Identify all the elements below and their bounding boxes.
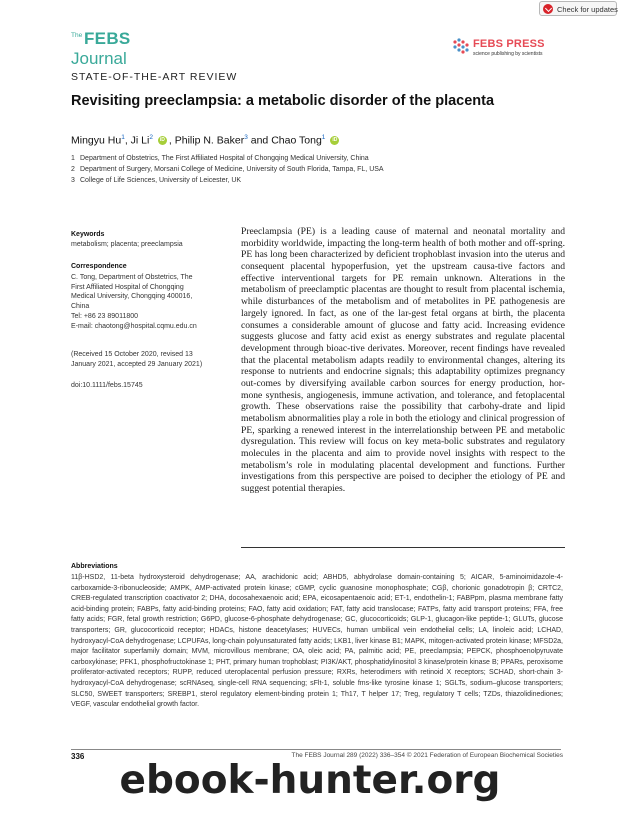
author-name[interactable]: Mingyu Hu xyxy=(71,134,122,147)
author-affil-ref[interactable]: 1 xyxy=(121,134,125,141)
abstract-divider xyxy=(241,547,565,548)
author-name[interactable]: Ji Li xyxy=(130,134,150,147)
received-line: (Received 15 October 2020, revised 13 xyxy=(71,351,193,358)
correspondence-line: Medical University, Chongqing 400016, xyxy=(71,293,193,301)
correspondence-block xyxy=(71,273,197,331)
author-name[interactable]: Philip N. Baker xyxy=(174,134,245,147)
correspondence-line: China xyxy=(71,303,90,311)
febs-press-logo xyxy=(451,37,561,67)
article-title: Revisiting preeclampsia: a metabolic disorder of the placenta xyxy=(71,93,495,109)
abstract: Preeclampsia (PE) is a leading cause of maternal and neonatal mortality and morbidity worldwide, impacting the long-term health of both mother and off-spring. PE has long been characterized by deficient trophoblast invasion into the uterus and consequent placental hypoperfusion, yet the upstream causa-tive factors and effective interventional targets for PE remain unknown. Alterations in the metabolism of preeclamptic placentas are thought to result from placental ischemia, while disturbances of the metabolism and of metabolites in PE pathogenesis are largely ignored. In fact, as one of the lar-gest fetal organs at birth, the placenta consumes a considerable amount of glucose and fatty acid. Increasing evidence suggests glucose and fatty acid exist as energy substrates and regulate placental development through bioac-tive derivates. Moreover, recent findings have revealed that the placental metabolism adapts readily to environmental changes, altering its response to nutrients and endocrine signals; this adaptability optimizes pregnancy out-comes by diversifying available carbon sources for energy production, hor-mone synthesis, angiogenesis, immune activation, and tolerance, and fetoplacental growth. These observations raise the possibility that carbohy-drate and lipid metabolism abnormalities play a role in both the etiology and clinical progression of PE, sparking a renewed interest in the interrelationship between PE and metabolic dysregulation. This review will focus on key meta-bolic substrates and regulatory molecules in the placenta and aim to provide novel insights with respect to the metabolism’s role in modulating placental development and functions. Further investigations from this perspective are poised to decipher the etiology of PE and suggest potential therapies. xyxy=(241,226,565,495)
affiliation-number: 2 xyxy=(71,166,75,173)
keywords-label: Keywords xyxy=(71,231,105,238)
author-affil-ref[interactable]: 1 xyxy=(321,134,326,141)
correspondence-email[interactable]: E-mail: chaotong@hospital.cqmu.edu.cn xyxy=(71,322,197,330)
affiliation-text: College of Life Sciences, University of Leicester, UK xyxy=(80,177,242,184)
affiliation-text: Department of Surgery, Morsani College of Medicine, University of South Florida, Tampa, FL, USA xyxy=(80,166,384,173)
received-line: January 2021, accepted 29 January 2021) xyxy=(71,360,203,368)
author-separator: , xyxy=(168,134,175,147)
author-name[interactable]: Chao Tong xyxy=(271,134,322,147)
affiliation-text: Department of Obstetrics, The First Affiliated Hospital of Chongqing Medical University, China xyxy=(80,155,369,162)
check-for-updates-button[interactable] xyxy=(539,1,617,16)
affiliation xyxy=(71,177,241,184)
check-for-updates-label: Check for updates xyxy=(557,5,618,14)
abbreviations-label: Abbreviations xyxy=(71,563,118,570)
febs-press-name: FEBS PRESS xyxy=(473,38,545,50)
author-affil-ref[interactable]: 2 xyxy=(149,134,153,141)
author-list xyxy=(71,134,341,147)
orcid-icon[interactable]: iD xyxy=(159,137,165,144)
update-icon xyxy=(543,4,553,14)
received-dates xyxy=(71,350,202,369)
article-type: STATE-OF-THE-ART REVIEW xyxy=(71,71,238,83)
logo-journal: Journal xyxy=(71,49,127,68)
affiliation-number: 1 xyxy=(71,155,75,162)
abbreviations-text: 11β-HSD2, 11-beta hydroxysteroid dehydrogenase; AA, arachidonic acid; ABHD5, abhydrolase domain-containing 5; AICAR, 5-aminoimidazole-4-carboxamide-3-ribonucleoside; AMPK, AMP-activated protein kinase; cGMP, cyclic guanosine monophosphate; CGβ, chorionic gonadotropin β; CRTC2, CREB-regulated transcription coactivator 2; DHA, docosahexaenoic acid; EPA, eicosapentaenoic acid; ET-1, endothelin-1; FABPpm, plasma membrane fatty acid-binding protein; FABPs, fatty acid-binding proteins; FAO, fatty acid oxidation; FAT, fatty acid translocase; FATPs, fatty acid transport proteins; FFA, free fatty acids; FGR, fetal growth restriction; G6PD, glucose-6-phosphate dehydrogenase; GC, glucocorticoids; GLP-1, glucagon-like peptide-1; GLUTs, glucose transporters; GR, glucocorticoid receptor; HDACs, histone deacetylases; HUVECs, human umbilical vein endothelial cells; LA, linoleic acid; LCHAD, hydroxyacyl-CoA dehydrogenase; LCPUFAs, long-chain polyunsaturated fatty acids; LKB1, liver kinase B1; MAPK, mitogen-activated protein kinase; MFSD2a, major facilitator superfamily domain; MVM, microvillous membrane; OA, oleic acid; PA, palmitic acid; PE, preeclampsia; PEPCK, phosphoenolpyruvate carboxykinase; PFK1, phosphofructokinase 1; PHT, primary human trophoblast; PI3K/AKT, phosphatidylinositol 3 kinase/protein kinase B; PPARs, peroxisome proliferator-activated receptors; RUPP, reduced uteroplacental perfusion pressure; RXRs, heterodimers with retinoid X receptors; SCHAD, short-chain 3-hydroxyacyl-CoA dehydrogenase; scRNAseq, single-cell RNA sequencing; sFlt-1, soluble fms-like tyrosine kinase 1; SGLTs, sodium–glucose transporters; SLC50, SWEET transporters; SREBP1, sterol regulatory element-binding protein 1; Th17, T helper 17; Treg, regulatory T cells; TZDs, thiazolidinediones; VEGF, vascular endothelial growth factor. xyxy=(71,574,563,709)
correspondence-line: First Affiliated Hospital of Chongqing xyxy=(71,283,184,291)
affiliation-number: 3 xyxy=(71,177,75,184)
correspondence-line: C. Tong, Department of Obstetrics, The xyxy=(71,274,193,281)
febs-press-tagline: science publishing by scientists xyxy=(473,51,543,57)
watermark: ebook-hunter.org xyxy=(119,758,501,803)
doi-link[interactable]: doi:10.1111/febs.15745 xyxy=(71,382,143,389)
orcid-icon[interactable]: iD xyxy=(332,137,338,144)
affiliation xyxy=(71,155,369,162)
author-affil-ref[interactable]: 3 xyxy=(244,134,248,141)
febs-press-dots-icon xyxy=(451,37,471,57)
affiliation xyxy=(71,166,384,173)
author-connector-and: and xyxy=(247,134,272,147)
keywords-text: metabolism; placenta; preeclampsia xyxy=(71,241,183,248)
logo-the: The xyxy=(71,32,83,39)
correspondence-label: Correspondence xyxy=(71,263,127,270)
author-separator: , xyxy=(124,134,131,147)
febs-journal-logo xyxy=(71,27,151,71)
footer-divider xyxy=(71,749,561,750)
logo-febs: FEBS xyxy=(84,29,131,48)
page-number: 336 xyxy=(71,752,85,761)
correspondence-phone: Tel: +86 23 89011800 xyxy=(71,312,139,320)
footer-citation: The FEBS Journal 289 (2022) 336–354 © 2021 Federation of European Biochemical Societies xyxy=(291,752,563,759)
